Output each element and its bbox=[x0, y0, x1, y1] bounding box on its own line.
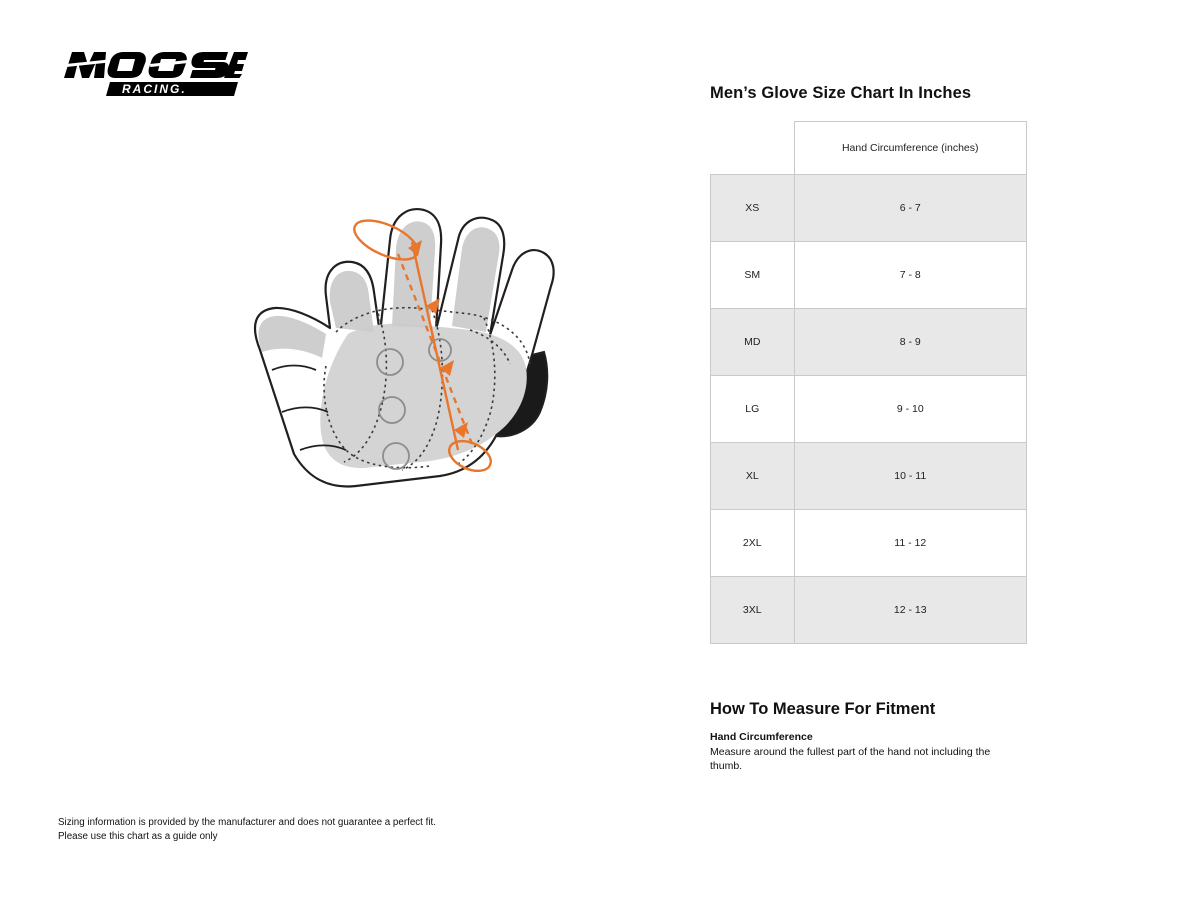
row-size-label: LG bbox=[711, 376, 795, 443]
svg-text:RACING.: RACING. bbox=[122, 82, 187, 96]
disclaimer bbox=[58, 816, 436, 844]
row-circumference-value: 7 - 8 bbox=[794, 242, 1027, 309]
row-circumference-value: 12 - 13 bbox=[794, 577, 1027, 644]
measure-item-text: Measure around the fullest part of the hand not including the thumb. bbox=[710, 746, 991, 773]
table-row bbox=[711, 175, 1027, 242]
table-header-row bbox=[711, 122, 1027, 175]
row-size-label: MD bbox=[711, 309, 795, 376]
table-row bbox=[711, 242, 1027, 309]
row-circumference-value: 8 - 9 bbox=[794, 309, 1027, 376]
disclaimer-line-2: Please use this chart as a guide only bbox=[58, 831, 218, 843]
how-to-measure-title: How To Measure For Fitment bbox=[710, 700, 936, 718]
size-chart-table bbox=[710, 121, 1027, 644]
row-circumference-value: 9 - 10 bbox=[794, 376, 1027, 443]
row-size-label: 2XL bbox=[711, 510, 795, 577]
table-corner-cell bbox=[711, 122, 795, 175]
page-title: Men’s Glove Size Chart In Inches bbox=[710, 84, 972, 102]
row-circumference-value: 10 - 11 bbox=[794, 443, 1027, 510]
glove-illustration bbox=[140, 120, 700, 540]
measure-item-title: Hand Circumference bbox=[710, 731, 813, 743]
table-row bbox=[711, 376, 1027, 443]
column-header-hand-circumference: Hand Circumference (inches) bbox=[794, 122, 1027, 175]
moose-racing-logo-icon bbox=[58, 48, 248, 100]
row-circumference-value: 11 - 12 bbox=[794, 510, 1027, 577]
table-row bbox=[711, 510, 1027, 577]
row-size-label: XS bbox=[711, 175, 795, 242]
row-size-label: XL bbox=[711, 443, 795, 510]
row-size-label: SM bbox=[711, 242, 795, 309]
table-row bbox=[711, 309, 1027, 376]
row-circumference-value: 6 - 7 bbox=[794, 175, 1027, 242]
table-row bbox=[711, 577, 1027, 644]
row-size-label: 3XL bbox=[711, 577, 795, 644]
disclaimer-line-1: Sizing information is provided by the manufacturer and does not guarantee a perfect fit. bbox=[58, 817, 436, 828]
table-row bbox=[711, 443, 1027, 510]
brand-logo bbox=[58, 48, 248, 100]
